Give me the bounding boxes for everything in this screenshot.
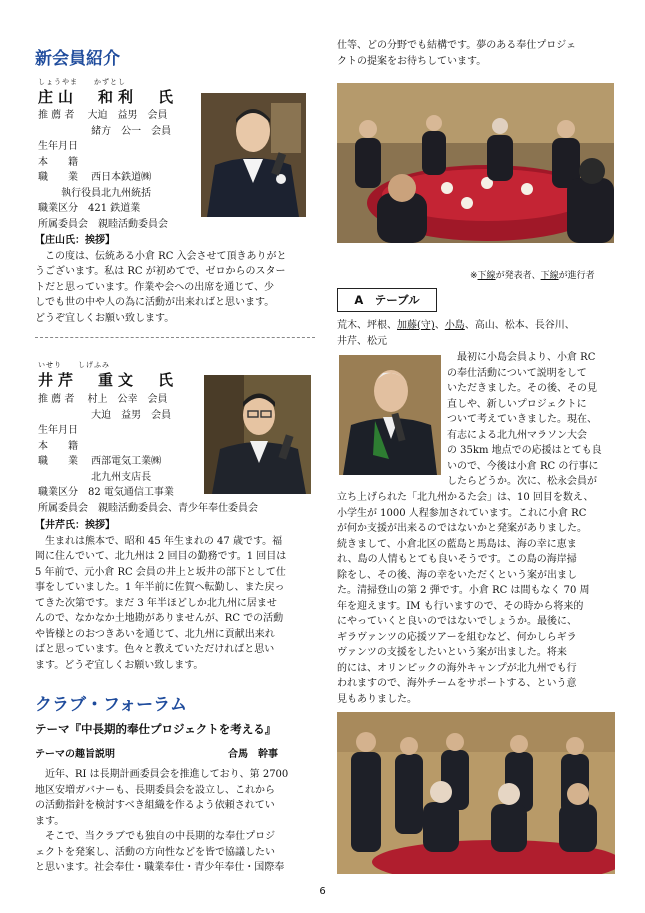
speaker-photo xyxy=(339,355,441,475)
note-prefix: ※ xyxy=(470,271,478,281)
greeting-line: どうぞ宜しくお願い致します。 xyxy=(35,312,175,324)
body-line: 直しや、新しいプロジェクトに xyxy=(447,398,587,410)
note-mid: が発表者、 xyxy=(495,271,541,281)
greeting-line: 生まれは熊本で、昭和 45 年生まれの 47 歳です。福 xyxy=(35,535,283,547)
body-line: にやっていくと良いのではないでしょうか。最後に、 xyxy=(337,616,577,627)
greeting-line: 岡に住んでいて、北九州は 2 回目の勤務です。1 回目は xyxy=(35,551,287,562)
explain-title: テーマの趣旨説明 xyxy=(35,749,115,760)
new-members-title: 新会員紹介 xyxy=(35,49,120,69)
member2-row: 職業区分 82 電気通信工事業 xyxy=(38,487,174,498)
greeting-line: ばと思っています。色々と教えていただければと思い xyxy=(35,644,275,655)
greeting-line: 事をしていました。1 年半前に佐賀へ転勤し、また戻っ xyxy=(35,582,285,593)
member2-greeting-title: 【井芹氏：挨拶】 xyxy=(35,520,115,531)
greeting-line: てきた次第です。まだ 3 年半ほどしか北九州に居ませ xyxy=(35,597,277,609)
body-line: た。清掃登山の第 2 弾です。小倉 RC は間もなく 70 周 xyxy=(337,585,590,596)
note-underline-facilitator: 下線 xyxy=(540,271,559,281)
greeting-line: しでも世の中や人の為に活動が出来ればと思います。 xyxy=(35,297,275,308)
greeting-line: や皆様とのおつきあいを通じて、北九州に貢献出来れ xyxy=(35,628,275,640)
greeting-line: 5 年前で、元小倉 RC 会員の井上と坂井の部下として仕 xyxy=(35,566,286,578)
note-suffix: が進行者 xyxy=(558,271,595,281)
body-line: ヴァンツの支援をしたいという案が出ました。将来 xyxy=(337,647,567,658)
body-line: 的には、オリンピックの海外キャンプが北九州でも行 xyxy=(337,662,577,674)
member2-row: 大迫 益男 会員 xyxy=(38,409,172,421)
member1-greeting xyxy=(35,233,315,326)
continued-line: 仕等、どの分野でも結構です。夢のある奉仕プロジェ xyxy=(337,40,576,51)
body-line: 最初に小島会員より、小倉 RC xyxy=(447,352,596,363)
member1-greeting-title: 【庄山氏：挨拶】 xyxy=(35,235,115,246)
member2-name: 井芹 重文 氏 xyxy=(38,371,179,389)
body-line: 除をし、その後、海の幸をいただくという案が出まし xyxy=(337,569,577,581)
member1-details xyxy=(38,108,171,232)
member1-row: 生年月日 xyxy=(38,141,78,152)
member2-row: 北九州支店長 xyxy=(38,471,152,483)
member2-row: 本 籍 xyxy=(38,440,78,452)
member1-name: 庄山 和利 氏 xyxy=(38,88,179,106)
forum-theme: テーマ『中長期的奉仕プロジェクトを考える』 xyxy=(35,722,277,736)
body-line: ついて考えていきました。現在、 xyxy=(447,414,597,425)
explain-header xyxy=(35,745,315,760)
body-line: ギラヴァンツの応援ツアーを組むなど、何かしらギラ xyxy=(337,631,577,643)
explain-line: と思います。社会奉仕・職業奉仕・青少年奉仕・国際奉 xyxy=(35,862,285,873)
banquet-photo xyxy=(337,83,614,243)
member2-details xyxy=(38,392,258,516)
body-line: 小学生が 1000 人程参加されています。これに小倉 RC xyxy=(337,507,587,519)
member1-ruby: しょうやま かずとし xyxy=(38,78,126,86)
member1-row: 緒方 公一 会員 xyxy=(38,125,172,137)
divider xyxy=(35,337,315,338)
continued-line: クトの提案をお待ちしています。 xyxy=(337,55,487,67)
body-line: れ、島の人情もとても良いそうです。この島の海岸掃 xyxy=(337,554,577,565)
member1-header xyxy=(38,78,198,107)
table-a-label: A テーブル xyxy=(337,288,437,312)
table-a-full-text xyxy=(337,490,627,707)
greeting-line: んので、なかなか土地勘がありませんが、RC での活動 xyxy=(35,613,284,624)
member1-row: 所属委員会 親睦活動委員会 xyxy=(38,218,168,230)
greeting-line: ます。どうぞ宜しくお願い致します。 xyxy=(35,659,204,671)
body-line: われますので、海外チームをサポートする、という意 xyxy=(337,678,577,689)
explain-line: ます。 xyxy=(35,815,65,827)
forum-title: クラブ・フォーラム xyxy=(35,695,187,715)
member1-photo xyxy=(201,93,306,217)
member1-row: 職 業 西日本鉄道㈱ xyxy=(38,172,152,183)
body-line: の 35km 地点での応援はとても良 xyxy=(447,445,602,456)
underline-note xyxy=(470,268,595,281)
greeting-line: トだと思っています。作業や会への出席を通じて、少 xyxy=(35,281,274,293)
greeting-line: うございます。私は RC が初めてで、ゼロからのスター xyxy=(35,266,286,277)
explain-body xyxy=(35,767,320,876)
member2-row: 推 薦 者 村上 公幸 会員 xyxy=(38,394,168,405)
body-line: の奉仕活動について説明をして xyxy=(447,367,587,379)
member2-row: 所属委員会 親睦活動委員会、青少年奉仕委員会 xyxy=(38,502,258,514)
table-a-members xyxy=(337,318,627,349)
explain-line: そこで、当クラブでも独自の中長期的な奉仕プロジ xyxy=(35,831,276,842)
member2-row: 職 業 西部電気工業㈱ xyxy=(38,456,162,467)
page-number: 6 xyxy=(319,886,326,897)
explain-line: ェクトを発案し、活動の方向性などを皆で協議したい xyxy=(35,846,275,858)
explain-speaker: 合馬 幹事 xyxy=(228,749,278,760)
body-line: 見もありました。 xyxy=(337,693,417,705)
member-facilitator: 小島 xyxy=(444,320,465,331)
body-line: したらどうか。次に、松永会員が xyxy=(447,476,597,487)
body-line: 有志による北九州マラソン大会 xyxy=(447,429,587,441)
body-line: が何か支援が出来るのではないかと発案がありました。 xyxy=(337,523,587,534)
members-plain: 、 xyxy=(434,320,445,331)
members-line-2: 井芹、松元 xyxy=(337,335,387,347)
member1-row: 執行役員北九州統括 xyxy=(38,187,152,199)
explain-line: 地区安増ガバナーも、長期委員会を設立し、これから xyxy=(35,784,275,796)
member2-greeting xyxy=(35,518,315,673)
member2-header xyxy=(38,361,198,390)
body-line: 立ち上げられた「北九州かるた会」は、10 回目を数え、 xyxy=(337,492,594,503)
greeting-line: この度は、伝統ある小倉 RC 入会させて頂きありがと xyxy=(35,250,287,262)
group-photo xyxy=(337,712,615,874)
member1-row: 推 薦 者 大迫 益男 会員 xyxy=(38,110,168,121)
members-plain: 荒木、坪根、 xyxy=(337,320,397,331)
body-line: いので、今後は小倉 RC の行事に xyxy=(447,460,599,472)
explain-line: 近年、RI は長期計画委員会を推進しており、第 2700 xyxy=(35,769,289,780)
member2-ruby: いせり しげふみ xyxy=(38,361,110,369)
member1-row: 本 籍 xyxy=(38,156,78,168)
member-presenter: 加藤(守) xyxy=(397,320,435,331)
body-line: 続きまして、小倉北区の藍島と馬島は、海の幸に恵ま xyxy=(337,538,577,550)
body-line: 年を迎えます。IM も行いますので、その時から将来的 xyxy=(337,600,584,612)
body-line: いただきました。その後、その見 xyxy=(447,383,597,394)
members-plain: 、高山、松本、長谷川、 xyxy=(464,320,575,331)
member1-row: 職業区分 421 鉄道業 xyxy=(38,203,141,214)
member2-row: 生年月日 xyxy=(38,425,78,436)
explain-line: の活動指針を検討すべき組織を作るよう依頼されてい xyxy=(35,800,275,811)
forum-continued xyxy=(337,38,622,69)
members-line-1 xyxy=(337,318,627,334)
table-a-wrap-text xyxy=(447,350,627,490)
note-underline-presenter: 下線 xyxy=(477,271,496,281)
